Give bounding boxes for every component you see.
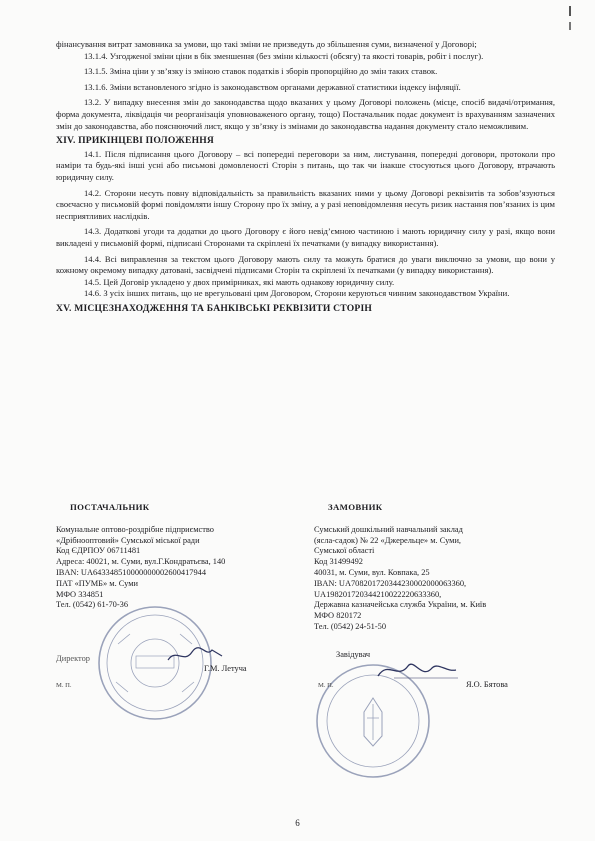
requisite-line: IBAN: UA708201720344230002000063360, — [314, 578, 467, 588]
paragraph: 13.1.5. Зміна ціни у зв’язку із зміною ставок податків і зборів пропорційно до змін таких ставок. — [84, 66, 438, 77]
requisite-line: (ясла-садок) № 22 «Джерельце» м. Суми, — [314, 535, 462, 545]
paragraph: 14.5. Цей Договір укладено у двох примірниках, які мають однакову юридичну силу. — [84, 276, 395, 287]
section-title: XV. МІСЦЕЗНАХОДЖЕННЯ ТА БАНКІВСЬКІ РЕКВІЗИТИ СТОРІН — [56, 302, 373, 314]
customer-signature — [374, 654, 460, 684]
requisite-line: IBAN: UA643348510000000002600417944 — [56, 567, 207, 577]
paragraph: 14.1. Після підписання цього Договору – всі попередні переговори за ним, листування, попередні договори, протоколи про наміри та будь-які інші усні або письмові домовленості Сторін з питань, що так чи інакше стосуються цього Договору, втрачають юридичну силу. — [56, 148, 555, 182]
requisite-line: МФО 334851 — [56, 589, 104, 599]
requisite-line: Адреса: 40021, м. Суми, вул.Г.Кондратьєва, 140 — [56, 557, 226, 567]
customer-sign-role: Завідувач — [336, 650, 371, 659]
requisite-line: Код 31499492 — [314, 557, 363, 567]
requisite-line: «Дрібнооптовий» Сумської міської ради — [56, 535, 200, 545]
requisite-line: Сумський дошкільний навчальний заклад — [314, 524, 463, 534]
paragraph: 13.1.4. Узгодженої зміни ціни в бік зменшення (без зміни кількості (обсягу) та якості товарів, робіт і послуг). — [84, 50, 484, 61]
paragraph: 14.3. Додаткові угоди та додатки до цього Договору є його невід’ємною частиною і мають юридичну силу у разі, якщо вони викладені у письмовій формі, підписані Сторонами та скріплені їх печатками (у випадку використання). — [56, 226, 555, 248]
section-title: XIV. ПРИКІНЦЕВІ ПОЛОЖЕННЯ — [56, 135, 215, 147]
paragraph: 13.2. У випадку внесення змін до законодавства щодо вказаних у цьому Договорі положень (місце, спосіб видачі/отримання, форма документа, ліквідація чи реорганізація уповноваженого органу, тощо) Постачальник подає документ із врахуванням зазначених змін до законодавства, або пояснюючий лист, якщо у зв’язку із змінами до законодавства надання документу стало неможливим. — [56, 97, 555, 131]
supplier-sign-role: Директор — [56, 654, 90, 663]
requisite-line: Комунальне оптово-роздрібне підприємство — [56, 524, 214, 534]
supplier-stamp-place: М. П. — [56, 682, 72, 689]
requisite-line: ПАТ «ПУМБ» м. Суми — [56, 578, 138, 588]
customer-sign-name: Я.О. Бятова — [466, 680, 508, 689]
paragraph: 14.2. Сторони несуть повну відповідальність за правильність вказаних ними у цьому Договорі реквізитів та зобов’язуються своєчасно у письмовій формі повідомляти іншу Сторону про їх зміну, а у разі неповідомлення несуть ризик настання пов’язаних із цим несприятливих наслідків. — [56, 187, 555, 221]
paragraph: 13.1.6. Зміни встановленого згідно із законодавством органами державної статистики індексу інфляції. — [84, 81, 461, 92]
requisites-block — [56, 502, 555, 802]
paragraph: 14.6. З усіх інших питань, що не врегульовані цим Договором, Сторони керуються чинним законодавством України. — [84, 288, 510, 299]
customer-stamp-place: М. П. — [318, 682, 334, 689]
customer-heading: ЗАМОВНИК — [328, 502, 383, 512]
contract-body — [56, 39, 555, 316]
requisite-line: МФО 820172 — [314, 611, 362, 621]
supplier-requisites — [56, 502, 288, 611]
requisite-line: Тел. (0542) 24-51-50 — [314, 621, 387, 631]
requisite-line: Код ЄДРПОУ 06711481 — [56, 546, 141, 556]
requisite-line: Державна казначейська служба України, м. Київ — [314, 600, 487, 610]
paragraph: 14.4. Всі виправлення за текстом цього Договору мають силу та можуть братися до уваги виключно за умови, що вони у кожному окремому випадку датовані, засвідчені підписами Сторін та скріплені їх печатками (у випадку використання). — [56, 253, 555, 276]
requisite-line: 40031, м. Суми, вул. Ковпака, 25 — [314, 567, 430, 577]
customer-requisites — [314, 502, 555, 633]
supplier-signature — [166, 644, 226, 666]
paragraph: фінансування витрат замовника за умови, що такі зміни не призведуть до збільшення суми, визначеної у Договорі; — [56, 39, 477, 49]
supplier-sign-name: Г.М. Летуча — [204, 664, 247, 673]
scan-artifact — [568, 6, 572, 34]
requisite-line: Сумської області — [314, 546, 375, 556]
requisite-line: UA198201720344210022220633360, — [314, 589, 442, 599]
supplier-heading: ПОСТАЧАЛЬНИК — [70, 502, 150, 512]
page-number: 6 — [295, 818, 300, 828]
requisite-line: Тел. (0542) 61-70-36 — [56, 600, 129, 610]
